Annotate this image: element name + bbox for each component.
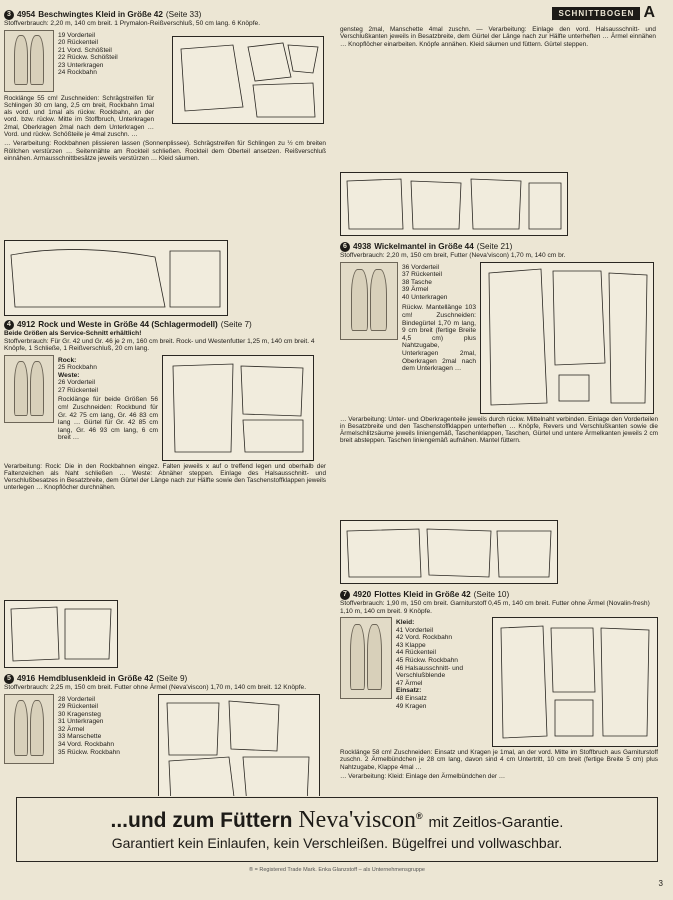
pattern-part: 35 Rückw. Rockbahn: [58, 748, 120, 756]
pattern-part: 23 Unterkragen: [58, 61, 104, 69]
model-title: Flottes Kleid in Größe 42: [374, 590, 471, 599]
sewing-instructions: … Verarbeitung: Kleid: Einlage den Ärmelbündchen der …: [340, 772, 506, 780]
pattern-part: 40 Unterkragen: [402, 293, 448, 301]
cutting-layout-diagram: [4, 600, 118, 668]
pattern-part: 44 Rückenteil: [396, 649, 436, 657]
cutting-layout-svg: [493, 618, 657, 746]
pattern-part: 33 Manschette: [58, 733, 102, 741]
pattern-part: 38 Tasche: [402, 278, 432, 286]
pattern-parts-list: [58, 32, 118, 90]
model-title: Hemdblusenkleid in Größe 42: [38, 674, 154, 683]
cutting-layout-svg: [341, 521, 557, 583]
pattern-part: 30 Kragensteg: [58, 710, 101, 718]
pattern-part: 48 Einsatz: [396, 694, 427, 702]
section-number-badge: 3: [4, 10, 14, 20]
pattern-part: 43 Klappe: [396, 641, 426, 649]
section-number-badge: 6: [340, 242, 350, 252]
pattern-part: 37 Rückenteil: [402, 271, 442, 279]
cutting-layout-svg: [341, 173, 567, 235]
sewing-instructions: gensteg 2mal, Manschette 4mal zuschn. — Verarbeitung: Einlage den vord. Halsausschnitt- und Verschlußkanten jeweils in Besatzbreite, dem Gürtel der Länge nach zur Hälfte unterheften … Ärmel einnähen … Knopflöcher einarbeiten. Knöpfe annähen. Kleid säumen und füttern. Gürtel steppen.: [340, 26, 656, 48]
shirtdress-sketch-image: [4, 694, 54, 764]
cutting-layout-diagram: [480, 262, 654, 414]
cutting-layout-svg: [481, 263, 653, 413]
cutting-layout-diagram: [4, 240, 228, 316]
pattern-part: 46 Halsausschnitt- und Verschlußblende: [396, 664, 464, 680]
ad-headline-prefix: ...und zum Füttern: [110, 809, 293, 832]
fabric-consumption: Stoffverbrauch: 2,20 m, 150 cm breit, Futter (Neva'viscon) 1,70 m, 140 cm br.: [340, 252, 566, 259]
fabric-consumption: Stoffverbrauch: 2,25 m, 150 cm breit. Futter ohne Ärmel (Neva'viscon) 1,70 m, 140 cm breit. 12 Knöpfe.: [4, 684, 307, 691]
pattern-parts-list: [58, 357, 158, 459]
coat-sketch-image: [340, 262, 398, 340]
cutting-layout-diagram: [340, 520, 558, 584]
model-number: 4954: [17, 10, 36, 19]
skirt-vest-sketch-image: [4, 355, 54, 423]
section-4938-heading: [340, 242, 658, 252]
fabric-consumption: Stoffverbrauch: Für Gr. 42 und Gr. 46 je 2 m, 160 cm breit. Rock- und Westenfutter 1,25 m, 140 cm breit. 4 Knöpfe, 1 Schließe, 1 Reißverschluß, 20 cm lang.: [4, 337, 315, 352]
model-number: 4938: [353, 242, 372, 251]
ad-tagline: Garantiert kein Einlaufen, kein Verschleißen. Bügelfrei und vollwaschbar.: [111, 835, 563, 851]
section-number-badge: 4: [4, 320, 14, 330]
pattern-part: 27 Rückenteil: [58, 386, 98, 394]
fabric-consumption: Stoffverbrauch: 2,20 m, 140 cm breit. 1 Prymalon-Reißverschluß, 50 cm lang. 6 Knöpfe.: [4, 20, 261, 27]
section-number-badge: 5: [4, 674, 14, 684]
pattern-part: 45 Rückw. Rockbahn: [396, 656, 458, 664]
cutting-instructions: Rückw. Mantellänge 103 cm! Zuschneiden: Bindegürtel 1,70 m lang, 9 cm breit (fertige Breite 4,5 cm) plus Nahtzugabe, Unterkragen 2mal, Oberkragen 2mal nach dem Unterkragen …: [402, 304, 476, 373]
pattern-part: 42 Vord. Rockbahn: [396, 634, 453, 642]
pattern-part: 39 Ärmel: [402, 286, 429, 294]
section-4938: [340, 240, 658, 530]
cutting-instructions: Rocklänge 58 cm! Zuschneiden: Einsatz und Kragen je 1mal, an der vord. Mitte im Stoffbruch aus Garniturstoff zuschn. 2 Ärmelbündchen je 28 cm lang, davon sind 4 cm Untertritt, 10 cm breit (fertige Breite 5 cm) plus Nahtzugabe, Klappe 4mal …: [340, 749, 658, 771]
middle-instructions: [340, 26, 656, 168]
dress-sketch-image: [4, 30, 54, 92]
pattern-parts-list: [58, 696, 154, 797]
pattern-part: 41 Vorderteil: [396, 626, 434, 634]
neva-viscon-advertisement: [16, 797, 658, 873]
page-ref: (Seite 33): [165, 10, 202, 19]
section-header: [552, 6, 655, 20]
cutting-layout-svg: [173, 37, 323, 123]
pattern-part: 28 Vorderteil: [58, 695, 96, 703]
cutting-layout-svg: [159, 695, 319, 797]
section-4912-heading: [4, 320, 326, 330]
sewing-instructions: … Verarbeitung: Rockbahnen plissieren lassen (Sonnenplissee). Schrägstreifen für Schlingen zu ½ cm breiten Röllchen verstürzen … Seitennähte am Rockteil schließen. Rockteil dem Oberteil ansetzen. Reißverschluß einnähen. Armausschnittbesätze jeweils verstürzen … Kleid säumen.: [4, 140, 326, 162]
page-number: 3: [658, 879, 663, 888]
section-4920: [340, 588, 658, 794]
pattern-part: 32 Ärmel: [58, 725, 85, 733]
group-label: Rock:: [58, 356, 77, 364]
group-label: Weste:: [58, 371, 80, 379]
pattern-part: 29 Rückenteil: [58, 703, 98, 711]
pattern-parts-list: [396, 619, 488, 745]
group-label: Kleid:: [396, 619, 415, 626]
page-ref: (Seite 9): [156, 674, 188, 683]
pattern-part: 25 Rockbahn: [58, 364, 97, 372]
section-4912: [4, 318, 326, 518]
pattern-part: 19 Vorderteil: [58, 31, 96, 39]
cutting-layout-diagram: [158, 694, 320, 797]
model-number: 4916: [17, 674, 36, 683]
service-note: Beide Größen als Service-Schnitt erhältlich!: [4, 330, 142, 337]
cutting-instructions: Rocklänge für beide Größen 56 cm! Zuschneiden: Rockbund für Gr. 42 75 cm lang, Gr. 46 83 cm lang … Gürtel für Gr. 42 85 cm lang, Gr. 46 93 cm lang, 6 cm breit …: [58, 396, 158, 442]
ad-brand: Neva'viscon: [298, 807, 416, 833]
section-4916: [4, 672, 326, 796]
section-tag: SCHNITTBOGEN: [552, 7, 640, 20]
section-letter: A: [643, 4, 655, 21]
cutting-layout-svg: [5, 601, 117, 667]
pattern-part: 22 Rückw. Schößteil: [58, 54, 118, 62]
model-title: Rock und Weste in Größe 44 (Schlagermodell): [38, 320, 218, 329]
ad-headline: [17, 804, 657, 835]
pattern-part: 47 Ärmel: [396, 679, 423, 687]
cutting-layout-svg: [5, 241, 227, 315]
page-ref: (Seite 7): [220, 320, 252, 329]
section-number-badge: 7: [340, 590, 350, 600]
fabric-consumption: Stoffverbrauch: 1,90 m, 150 cm breit. Garniturstoff 0,45 m, 140 cm breit. Futter ohne Ärmel (Novalin-fresh) 1,10 m, 140 cm breit. 9 Knöpfe.: [340, 600, 650, 615]
pattern-part: 36 Vorderteil: [402, 263, 440, 271]
sewing-instructions: … Verarbeitung: Unter- und Oberkragenteile jeweils durch rückw. Mittelnaht verbinden. Einlage den Vorderteilen in Besatzbreite und den Taschenstoffklappen unterheften … Knöpfe, Revers und Verschlußkanten sowie die Ärmelschlitzsäume jeweils liniengemäß, Taschenklappen, Taschen, Gürtel und untere Ärmelkanten jeweils 2 cm breit absteppen. Taschen liniengemäß aufnähen. Mantel füttern.: [340, 415, 658, 445]
cutting-layout-diagram: [162, 355, 314, 461]
model-number: 4912: [17, 320, 36, 329]
page-ref: (Seite 10): [473, 590, 510, 599]
pattern-part: 31 Unterkragen: [58, 718, 104, 726]
section-4954-heading: [4, 10, 326, 20]
pattern-part: 34 Vord. Rockbahn: [58, 741, 115, 749]
section-4916-heading: [4, 674, 326, 684]
model-title: Beschwingtes Kleid in Größe 42: [38, 10, 163, 19]
pattern-part: 21 Vord. Schößteil: [58, 46, 112, 54]
cutting-layout-diagram: [172, 36, 324, 124]
pattern-part: 49 Kragen: [396, 702, 427, 710]
pattern-part: 24 Rockbahn: [58, 69, 97, 77]
model-title: Wickelmantel in Größe 44: [374, 242, 474, 251]
group-label: Einsatz:: [396, 687, 422, 695]
cutting-layout-diagram: [340, 172, 568, 236]
pattern-parts-list: [402, 264, 476, 412]
model-number: 4920: [353, 590, 372, 599]
page-ref: (Seite 21): [476, 242, 513, 251]
cutting-layout-diagram: [492, 617, 658, 747]
ad-trademark-note: ® = Registered Trade Mark. Enka Glanzstoff – als Unternehmensgruppe: [249, 867, 425, 873]
sewing-instructions: Verarbeitung: Rock: Die in den Rockbahnen eingez. Falten jeweils x auf o treffend legen und oberhalb der Faltenzeichen als Naht schließen … Weste: Abnäher steppen. Einlage des Halsausschnitt- und Verschlußbesatzes in Besatzbreite, dem Gürtel der Länge nach zur Hälfte sowie den Taschenstoffklappen jeweils unterlegen … Knopflöcher durchnähen.: [4, 462, 326, 492]
pattern-part: 26 Vorderteil: [58, 379, 96, 387]
ad-headline-suffix: mit Zeitlos-Garantie.: [428, 814, 564, 831]
pattern-part: 20 Rückenteil: [58, 39, 98, 47]
cutting-instructions: Rocklänge 55 cm! Zuschneiden: Schrägstreifen für Schlingen 30 cm lang, 2,5 cm breit, Rockbahn 1mal als vord. und 1mal als rückw. Rockbahn, an der vord. bzw. rückw. Mitte im Stoffbruch, Unterkragen 2mal, Oberkragen 2mal nach dem Unterkragen … Vord. und rückw. Schößteile je 4mal zuschn. …: [4, 94, 154, 138]
cutting-layout-svg: [163, 356, 313, 460]
dress-sketch-image: [340, 617, 392, 699]
section-4920-heading: [340, 590, 658, 600]
registered-mark: ®: [415, 811, 423, 821]
